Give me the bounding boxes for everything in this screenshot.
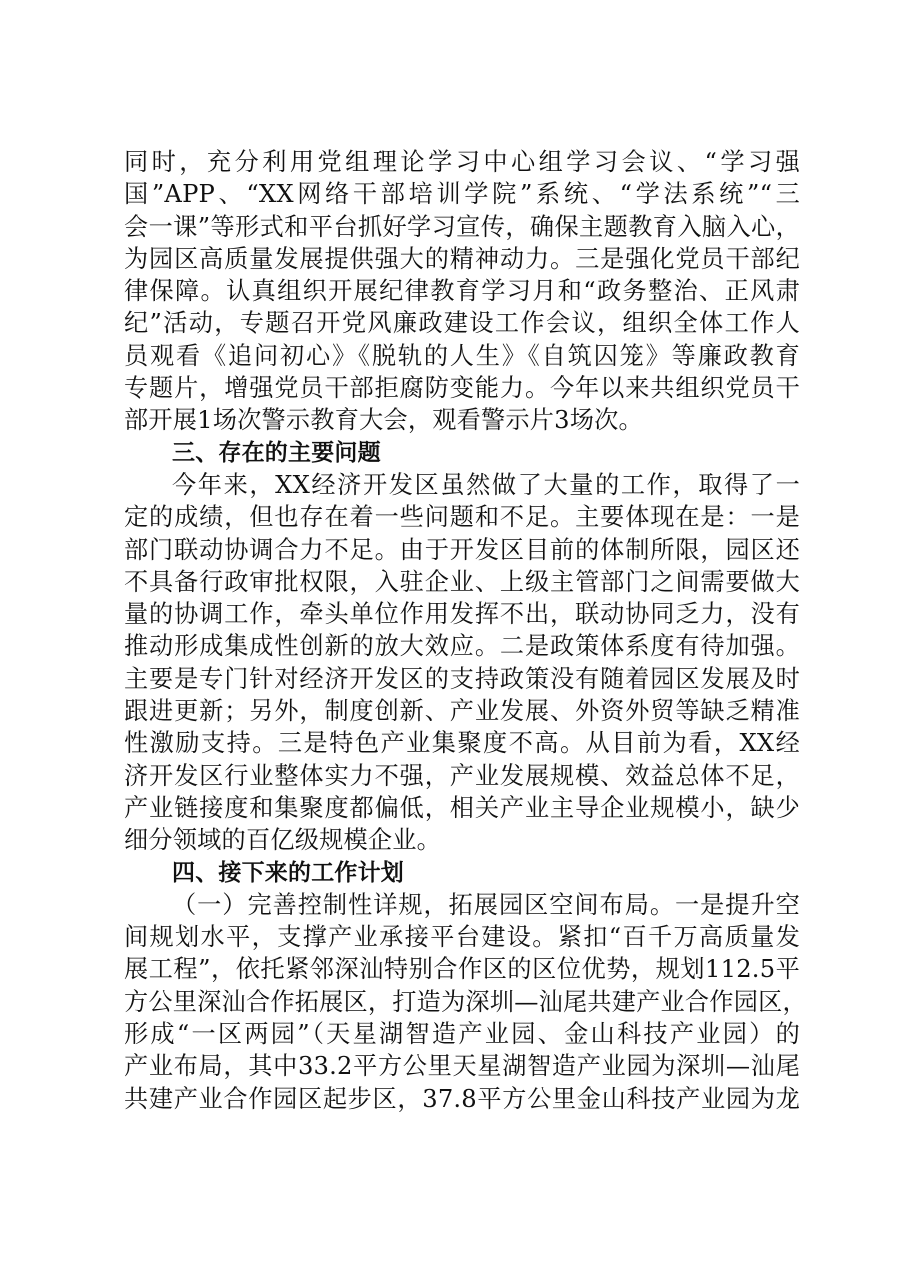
text-line: 推动形成集成性创新的放大效应。二是政策体系度有待加强。 — [124, 632, 800, 661]
text-line: 产业布局，其中33.2平方公里天星湖智造产业园为深圳—汕尾 — [124, 1052, 800, 1081]
text-line: 专题片，增强党员干部拒腐防变能力。今年以来共组织党员干 — [124, 374, 800, 403]
text-line: 定的成绩，但也存在着一些问题和不足。主要体现在是：一是 — [124, 503, 800, 532]
paragraph-problems — [124, 469, 800, 857]
text-line: 会一课”等形式和平台抓好学习宣传，确保主题教育入脑入心， — [124, 212, 800, 241]
text-line: 不具备行政审批权限，入驻企业、上级主管部门之间需要做大 — [124, 567, 800, 596]
text-line: 性激励支持。三是特色产业集聚度不高。从目前为看，XX经 — [124, 729, 800, 758]
section-heading-problems: 三、存在的主要问题 — [172, 439, 381, 466]
text-line: 跟进更新；另外，制度创新、产业发展、外资外贸等缺乏精准 — [124, 697, 800, 726]
text-line: 今年来，XX经济开发区虽然做了大量的工作，取得了一 — [172, 470, 800, 499]
text-line: 济开发区行业整体实力不强，产业发展规模、效益总体不足， — [124, 761, 800, 790]
text-line: 展工程”，依托紧邻深汕特别合作区的区位优势，规划112.5平 — [124, 955, 800, 984]
text-line: 方公里深汕合作拓展区，打造为深圳—汕尾共建产业合作园区， — [124, 987, 807, 1016]
paragraph-work-plan — [124, 889, 807, 1115]
text-line: 同时，充分利用党组理论学习中心组学习会议、“学习强 — [124, 148, 800, 176]
text-line: 国”APP、“XX网络干部培训学院”系统、“学法系统”“三 — [124, 180, 800, 209]
text-line: 为园区高质量发展提供强大的精神动力。三是强化党员干部纪 — [124, 244, 800, 273]
section-heading-work-plan: 四、接下来的工作计划 — [172, 859, 404, 886]
text-line: 律保障。认真组织开展纪律教育学习月和“政务整治、正风肃 — [124, 277, 800, 306]
text-line: 量的协调工作，牵头单位作用发挥不出，联动协同乏力，没有 — [124, 600, 800, 629]
text-line: 产业链接度和集聚度都偏低，相关产业主导企业规模小，缺少 — [124, 793, 800, 822]
text-line: （一）完善控制性详规，拓展园区空间布局。一是提升空 — [172, 890, 800, 919]
text-line: 员观看《追问初心》《脱轨的人生》《自筑囚笼》等廉政教育 — [124, 341, 800, 370]
text-line: 共建产业合作园区起步区，37.8平方公里金山科技产业园为龙 — [124, 1084, 800, 1113]
text-line: 主要是专门针对经济开发区的支持政策没有随着园区发展及时 — [124, 664, 800, 693]
document-page — [124, 146, 807, 1115]
text-line: 细分领域的百亿级规模企业。 — [124, 826, 442, 855]
paragraph-party-discipline — [124, 146, 800, 437]
text-line: 形成“一区两园”（天星湖智造产业园、金山科技产业园）的 — [124, 1020, 800, 1049]
text-line: 部门联动协调合力不足。由于开发区目前的体制所限，园区还 — [124, 535, 800, 564]
text-line: 间规划水平，支撑产业承接平台建设。紧扣“百千万高质量发 — [124, 923, 800, 952]
text-line: 纪”活动，专题召开党风廉政建设工作会议，组织全体工作人 — [124, 309, 800, 338]
text-line: 部开展1场次警示教育大会，观看警示片3场次。 — [124, 406, 643, 435]
